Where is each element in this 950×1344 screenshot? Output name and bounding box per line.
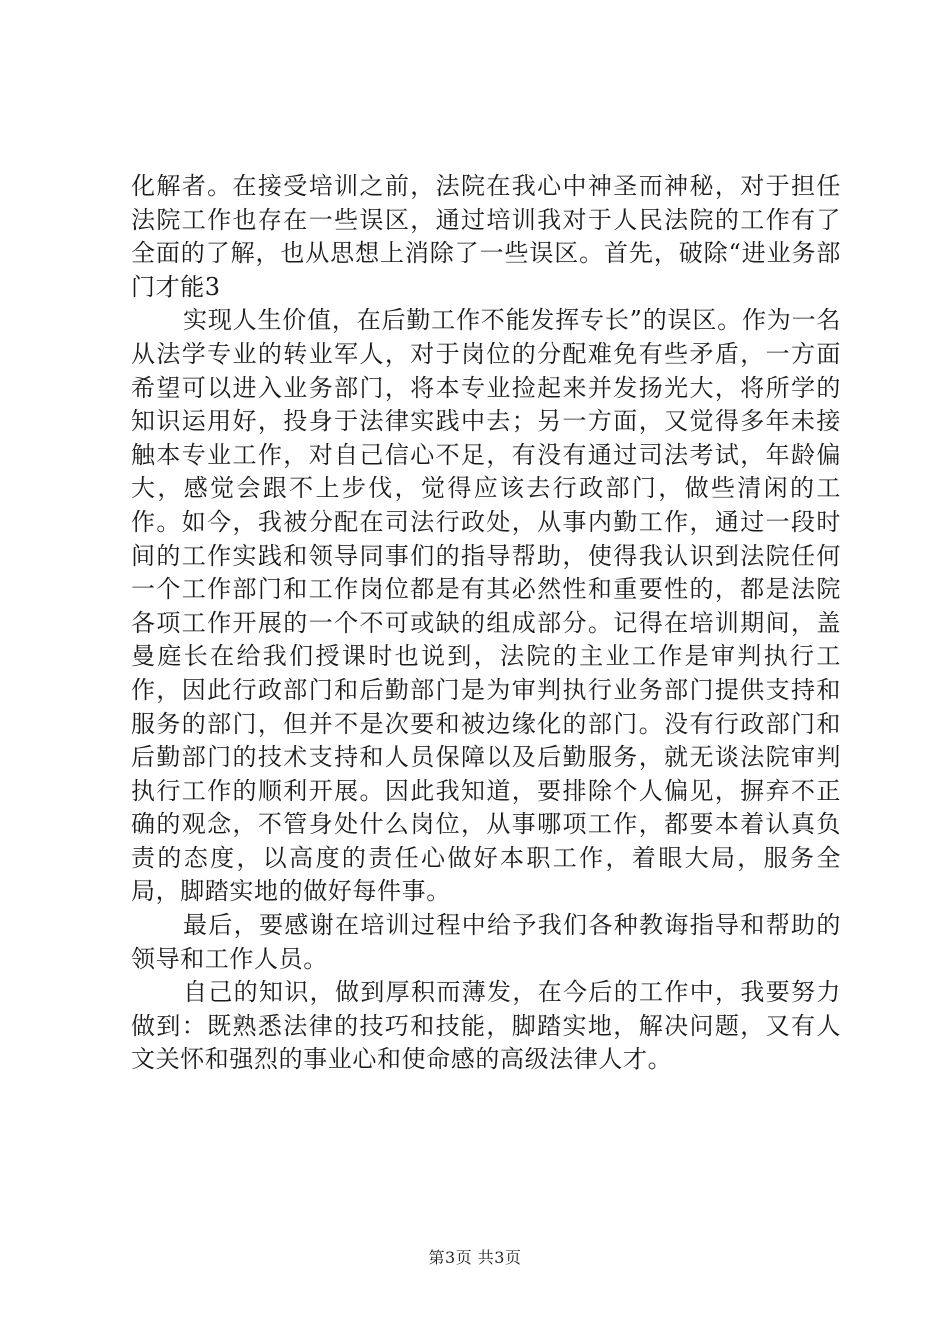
paragraph-4: 自己的知识，做到厚积而薄发，在今后的工作中，我要努力做到：既熟悉法律的技巧和技能，脚踏实地，解决问题，又有人文关怀和强烈的事业心和使命感的高级法律人才。 [131,978,841,1074]
paragraph-3: 最后，要感谢在培训过程中给予我们各种教诲指导和帮助的领导和工作人员。 [131,911,841,973]
page-footer [0,1245,950,1268]
page-number-label: 第3页 共3页 [428,1248,522,1267]
document-body [131,170,841,1077]
paragraph-2: 实现人生价值，在后勤工作不能发挥专长”的误区。作为一名从法学专业的转业军人，对于岗位的分配难免有些矛盾，一方面希望可以进入业务部门，将本专业捡起来并发扬光大，将所学的知识运用好，投身于法律实践中去；另一方面，又觉得多年未接触本专业工作，对自己信心不足，有没有通过司法考试，年龄偏大，感觉会跟不上步伐，觉得应该去行政部门，做些清闲的工作。如今，我被分配在司法行政处，从事内勤工作，通过一段时间的工作实践和领导同事们的指导帮助，使得我认识到法院任何一个工作部门和工作岗位都是有其必然性和重要性的，都是法院各项工作开展的一个不可或缺的组成部分。记得在培训期间，盖曼庭长在给我们授课时也说到，法院的主业工作是审判执行工作，因此行政部门和后勤部门是为审判执行业务部门提供支持和服务的部门，但并不是次要和被边缘化的部门。没有行政部门和后勤部门的技术支持和人员保障以及后勤服务，就无谈法院审判执行工作的顺利开展。因此我知道，要排除个人偏见，摒弃不正确的观念，不管身处什么岗位，从事哪项工作，都要本着认真负责的态度，以高度的责任心做好本职工作，着眼大局，服务全局，脚踏实地的做好每件事。 [131,306,841,906]
paragraph-1: 化解者。在接受培训之前，法院在我心中神圣而神秘，对于担任法院工作也存在一些误区，通过培训我对于人民法院的工作有了全面的了解，也从思想上消除了一些误区。首先，破除“进业务部门才能3 [131,172,841,301]
